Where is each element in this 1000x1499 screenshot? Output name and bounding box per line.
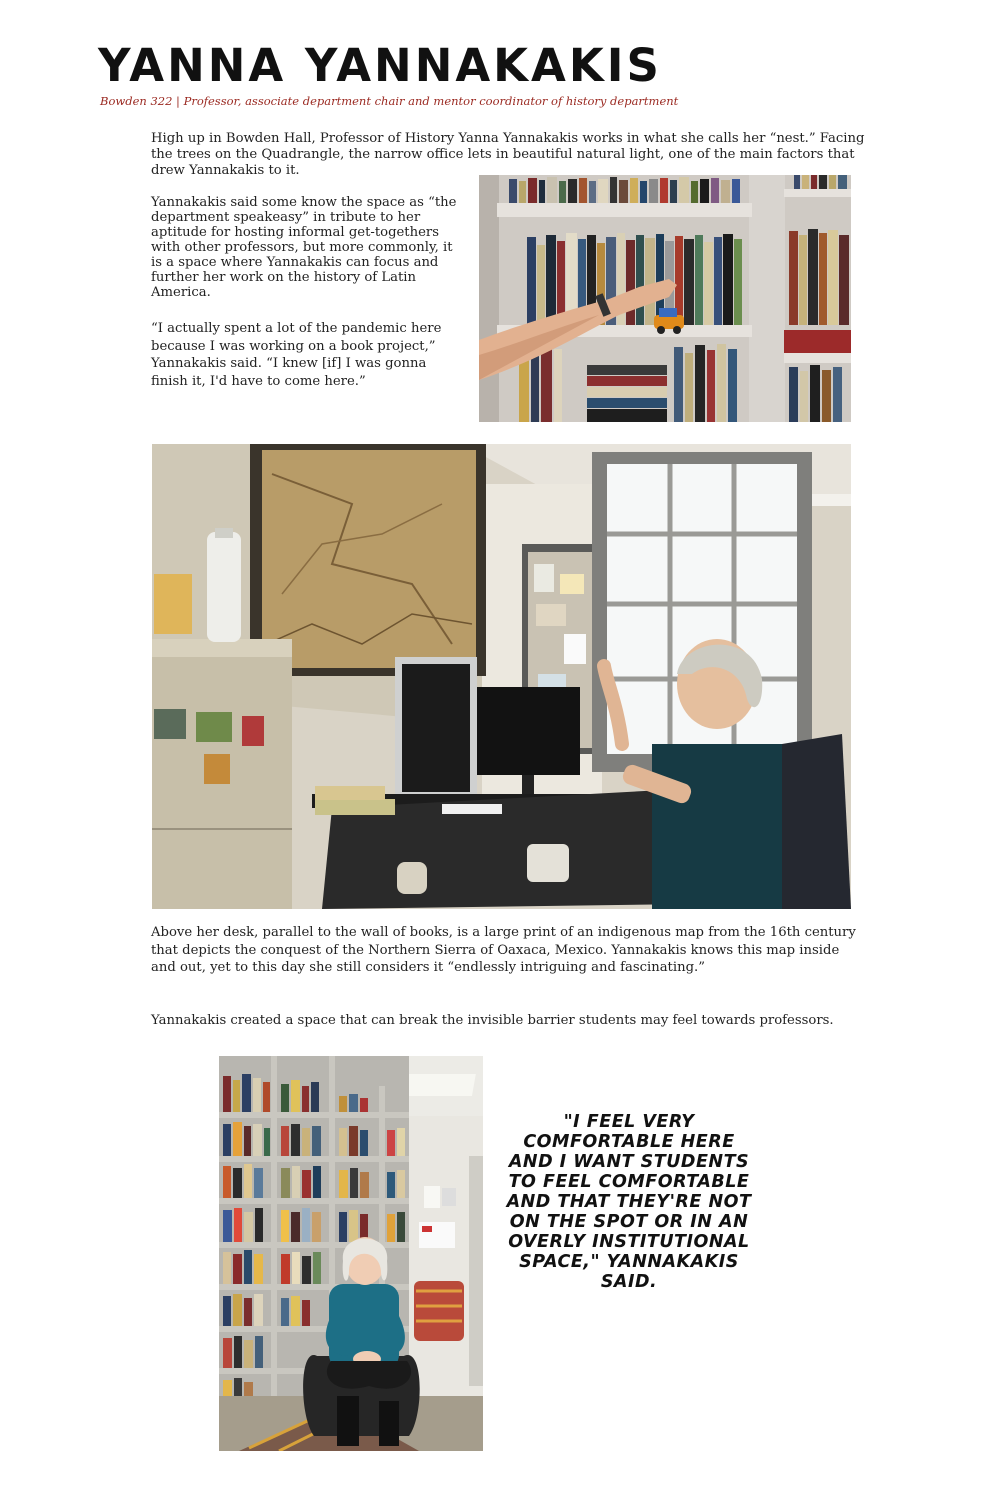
professor-seated-photo [219, 1056, 483, 1451]
pandemic-quote-paragraph: “I actually spent a lot of the pandemic here because I was working on a book project,” Yannakakis said. “I knew [if] I was gonna finish it, I'd have to come here.” [151, 321, 442, 389]
speakeasy-paragraph: Yannakakis said some know the space as “the department speakeasy” in tribute to her aptitude for hosting informal get-togethers with other professors, but more commonly, it is a space where Yannakakis can focus and further her work on the history of Latin America. [151, 195, 457, 300]
pull-quote: "I FEEL VERY COMFORTABLE HERE AND I WANT STUDENTS TO FEEL COMFORTABLE AND THAT THEY'RE NOT ON THE SPOT OR IN AN OVERLY INSTITUTIONAL SPACE," YANNAKAKIS SAID. [506, 1112, 752, 1292]
intro-paragraph: High up in Bowden Hall, Professor of History Yanna Yannakakis works in what she calls her “nest.” Facing the trees on the Quadrangle, the narrow office lets in beautiful natural light, one of the main factors that drew Yannakakis to it. [151, 131, 865, 178]
page-subtitle: Bowden 322 | Professor, associate department chair and mentor coordinator of history department [100, 94, 679, 108]
barrier-paragraph: Yannakakis created a space that can break the invisible barrier students may feel towards professors. [151, 1013, 834, 1028]
page-title: YANNA YANNAKAKIS [98, 39, 662, 92]
office-desk-photo [152, 444, 851, 909]
bookshelf-photo [479, 175, 851, 422]
map-paragraph: Above her desk, parallel to the wall of books, is a large print of an indigenous map from the 16th century that depicts the conquest of the Northern Sierra of Oaxaca, Mexico. Yannakakis knows this map inside and out, yet to this day she still considers it “endlessly intriguing and fascinating.” [151, 925, 856, 975]
